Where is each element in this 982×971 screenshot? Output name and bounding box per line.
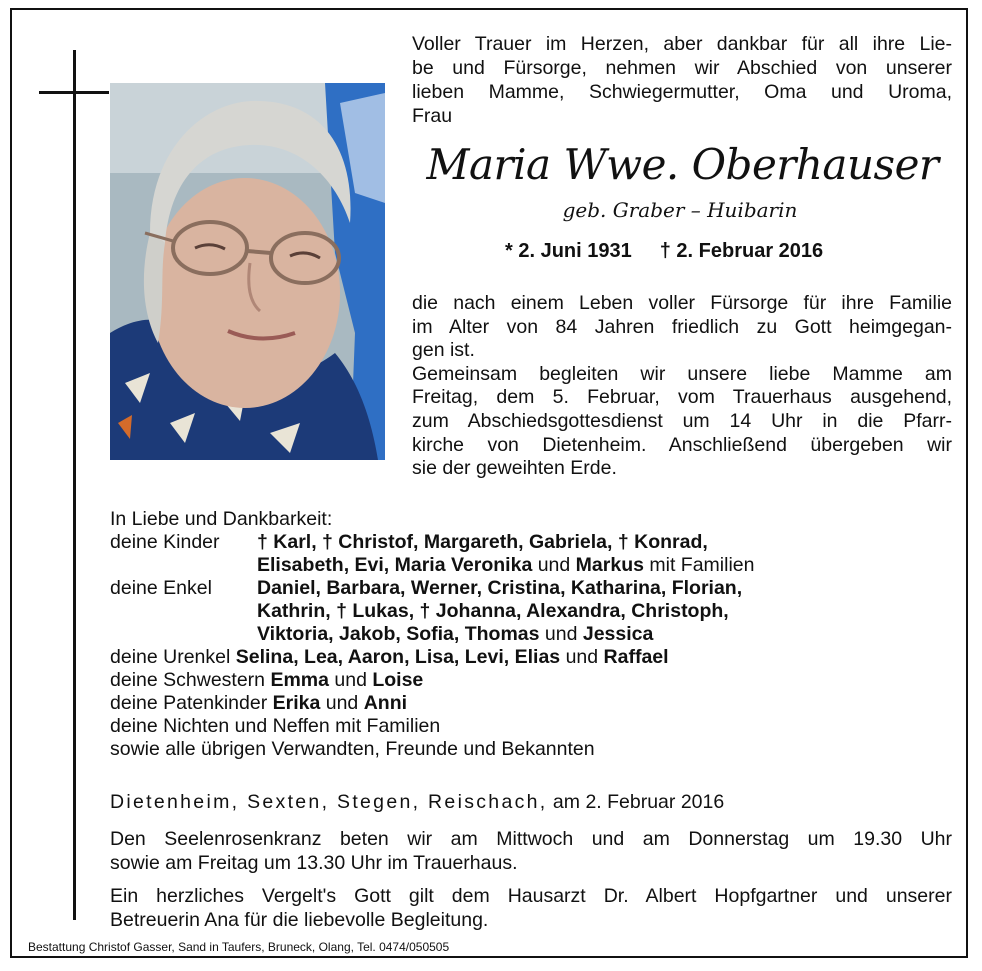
- names-bold: Jessica: [582, 623, 654, 645]
- children-names: † Karl, † Christof, Margareth, Gabriela, † Konrad,: [257, 531, 708, 553]
- others-row: sowie alle übrigen Verwandten, Freunde und Bekannten: [110, 738, 595, 760]
- body-line: im Alter von 84 Jahren friedlich zu Gott heimgegan-: [412, 315, 952, 338]
- thanks-notice: [110, 884, 952, 932]
- rosary-notice: [110, 827, 952, 875]
- rosary-line: Den Seelenrosenkranz beten wir am Mittwoch und am Donnerstag um 19.30 Uhr: [110, 828, 952, 850]
- grandchildren-label: deine Enkel: [110, 577, 212, 599]
- children-names: [257, 554, 754, 577]
- grandchildren-names: Kathrin, † Lukas, † Johanna, Alexandra, Christoph,: [257, 600, 729, 622]
- deceased-name: Maria Wwe. Oberhauser: [426, 140, 939, 189]
- names-bold: Elisabeth, Evi, Maria Veronika: [257, 554, 533, 576]
- birth-date: * 2. Juni 1931: [505, 240, 632, 262]
- intro-paragraph: [412, 32, 952, 128]
- grandchildren-row: [110, 623, 870, 646]
- conjunction: und: [320, 692, 364, 714]
- intro-line: lieben Mamme, Schwiegermutter, Oma und Uroma,: [412, 81, 952, 103]
- conjunction: und: [539, 623, 583, 645]
- portrait-photo: [110, 83, 385, 460]
- suffix: mit Familien: [643, 554, 755, 576]
- body-line: die nach einem Leben voller Fürsorge für ihre Familie: [412, 292, 952, 314]
- children-row: [110, 554, 870, 577]
- towns: Dietenheim, Sexten, Stegen, Reischach,: [110, 791, 548, 813]
- sisters-label: deine Schwestern: [110, 669, 271, 691]
- names-bold: Markus: [575, 554, 644, 576]
- body-line: zum Abschiedsgottesdienst um 14 Uhr in die Pfarr-: [412, 409, 952, 432]
- grandchildren-names: Daniel, Barbara, Werner, Cristina, Katharina, Florian,: [257, 577, 743, 599]
- great-grandchildren-row: [110, 646, 870, 669]
- thanks-line: Ein herzliches Vergelt's Gott gilt dem Hausarzt Dr. Albert Hopfgartner und unserer: [110, 885, 952, 907]
- life-dates: [505, 240, 823, 263]
- body-line: sie der geweihten Erde.: [412, 457, 617, 480]
- names-bold: Erika: [272, 692, 321, 714]
- names-bold: Emma: [270, 669, 329, 691]
- grandchildren-row: [110, 600, 870, 623]
- cross-icon: [73, 50, 76, 920]
- grandchildren-row: [110, 577, 870, 600]
- grandchildren-names: [257, 623, 653, 646]
- family-heading: In Liebe und Dankbarkeit:: [110, 508, 333, 530]
- body-line: Gemeinsam begleiten wir unsere liebe Mamme am: [412, 362, 952, 385]
- conjunction: und: [328, 669, 373, 691]
- intro-line: be und Fürsorge, nehmen wir Abschied von unserer: [412, 57, 952, 79]
- names-bold: Loise: [372, 669, 424, 691]
- place-date: am 2. Februar 2016: [547, 791, 725, 813]
- cross-bar: [39, 91, 109, 94]
- conjunction: und: [560, 646, 604, 668]
- body-line: gen ist.: [412, 339, 475, 362]
- place-date-line: [110, 791, 724, 814]
- names-bold: Viktoria, Jakob, Sofia, Thomas: [257, 623, 540, 645]
- funeral-home-footer: Bestattung Christof Gasser, Sand in Taufers, Bruneck, Olang, Tel. 0474/050505: [28, 940, 450, 954]
- family-list: [110, 508, 870, 761]
- rosary-line: sowie am Freitag um 13.30 Uhr im Trauerhaus.: [110, 852, 518, 874]
- body-line: kirche von Dietenheim. Anschließend übergeben wir: [412, 433, 952, 456]
- names-bold: Anni: [363, 692, 408, 714]
- body-line: Freitag, dem 5. Februar, vom Trauerhaus ausgehend,: [412, 386, 952, 409]
- godchildren-row: [110, 692, 870, 715]
- children-row: [110, 531, 870, 554]
- godchildren-label: deine Patenkinder: [110, 692, 273, 714]
- intro-line: Voller Trauer im Herzen, aber dankbar für all ihre Lie-: [412, 33, 952, 55]
- names-bold: Selina, Lea, Aaron, Lisa, Levi, Elias: [235, 646, 561, 668]
- nieces-row: deine Nichten und Neffen mit Familien: [110, 715, 441, 737]
- body-paragraph: [412, 292, 952, 481]
- intro-line: Frau: [412, 105, 453, 127]
- conjunction: und: [532, 554, 576, 576]
- thanks-line: Betreuerin Ana für die liebevolle Begleitung.: [110, 909, 489, 931]
- sisters-row: [110, 669, 870, 692]
- names-bold: Raffael: [603, 646, 669, 668]
- death-date: † 2. Februar 2016: [659, 240, 824, 262]
- children-label: deine Kinder: [110, 531, 220, 553]
- maiden-name: geb. Graber – Huibarin: [562, 198, 798, 222]
- great-grandchildren-label: deine Urenkel: [110, 646, 236, 668]
